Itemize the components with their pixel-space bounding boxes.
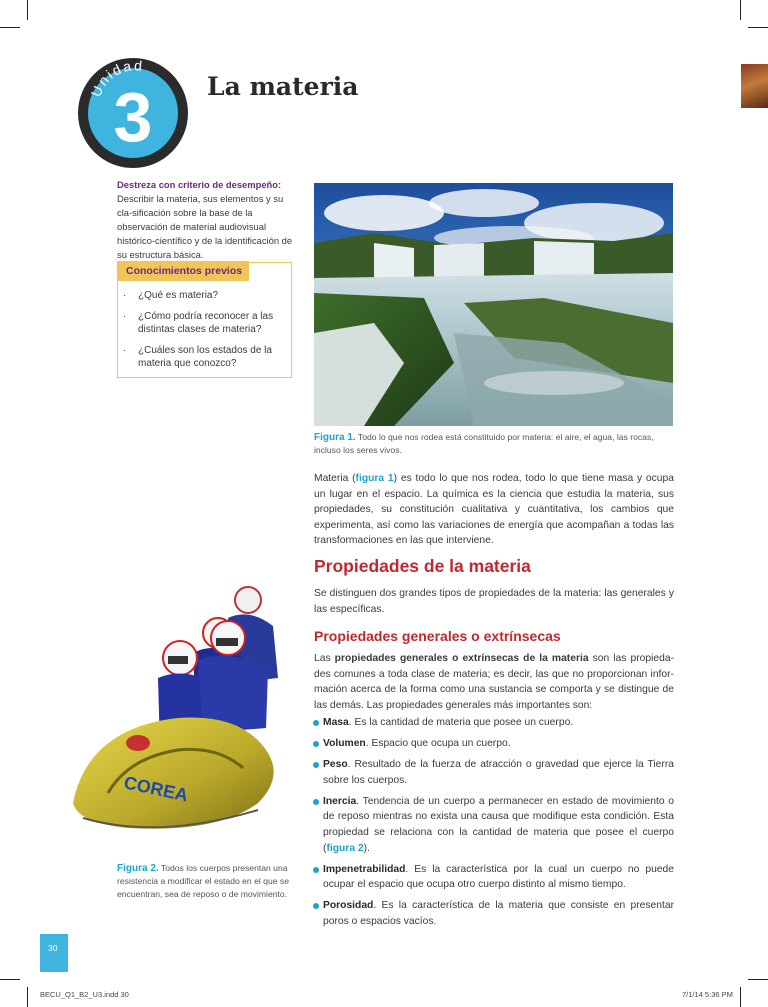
bullet-icon <box>313 741 319 747</box>
property-text: . Es la característica de la materia que consiste en presentar poros o espacios vacíos. <box>323 900 674 928</box>
subsection-text-start: Las <box>314 653 335 664</box>
crop-mark <box>748 979 768 980</box>
subsection-heading: Propiedades generales o extrínsecas <box>314 628 561 644</box>
figure2-label: Figura 2. <box>117 863 159 874</box>
list-item <box>314 736 674 752</box>
bullet-icon <box>313 762 319 768</box>
destreza-heading: Destreza con criterio de desempeño: <box>117 179 282 190</box>
figure2-caption-text: Todos los cuerpos presentan una resistencia a modificar el estado en el que se encuentran, sea de reposo o de movimiento. <box>117 863 289 899</box>
destreza-block <box>117 178 295 262</box>
intro-text-end: ) es todo lo que nos rodea, todo lo que tiene masa y ocupa un lugar en el espacio. La química es la ciencia que estudia la materia, sus propiedades, su constitución cualitativa y cuantitativa, los cambios que experimenta, así como las variaciones de energía que acompañan a todas las transformaciones en las que interviene. <box>314 473 674 547</box>
property-text: . Tendencia de un cuerpo a permanecer en estado de movimiento o de reposo mientras no exista una causa que modifique esta condición. Esta propiedad se relaciona con la cantidad de materia que posee el cuerpo ( <box>323 795 674 854</box>
waterfall-photo <box>314 183 673 426</box>
figure1-caption <box>314 431 654 457</box>
crop-mark <box>0 979 20 980</box>
bullet-icon <box>313 867 319 873</box>
property-text: . Es la característica por la cual un cuerpo no puede ocupar el espacio que ocupa otro cuerpo distinto al mismo tiempo. <box>323 863 674 891</box>
crop-mark <box>27 0 28 20</box>
figure2-caption <box>117 862 297 901</box>
crop-mark <box>740 0 741 20</box>
list-item <box>314 715 674 731</box>
sled-lettering: COREA <box>122 772 190 806</box>
corner-photo-strip <box>741 64 768 108</box>
list-item <box>314 898 674 929</box>
property-text: . Espacio que ocupa un cuerpo. <box>365 738 511 750</box>
section-paragraph: Se distinguen dos grandes tipos de propiedades de la materia: las generales y las específicas. <box>314 588 674 615</box>
bullet-icon <box>313 720 319 726</box>
figure1-label: Figura 1. <box>314 432 356 443</box>
property-term: Masa <box>323 717 349 728</box>
subsection-text-bold: propiedades generales o extrínsecas de la materia <box>334 653 589 664</box>
crop-mark <box>27 987 28 1007</box>
list-item: · ¿Cuáles son los estados de la materia que conozco? <box>120 344 290 370</box>
properties-list <box>314 715 674 935</box>
crop-mark <box>0 27 20 28</box>
intro-paragraph <box>314 471 674 549</box>
subsection-paragraph <box>314 651 674 713</box>
list-item: · ¿Cómo podría reconocer a las distintas clases de materia? <box>120 310 290 336</box>
property-term: Porosidad <box>323 900 374 912</box>
footer-file: BECU_Q1_B2_U3.indd 30 <box>40 990 129 999</box>
unit-number: 3 <box>113 78 153 156</box>
crop-mark <box>748 27 768 28</box>
property-term: Inercia <box>323 795 357 807</box>
footer-date: 7/1/14 5:36 PM <box>682 990 733 999</box>
destreza-text: Describir la materia, sus elementos y su cla-sificación sobre la base de la observación de material audiovisual histórico-científico y de la identificación de su estructura básica. <box>117 193 293 260</box>
prior-knowledge-title: Conocimientos previos <box>117 261 249 281</box>
svg-text:Unidad <box>88 58 145 99</box>
property-term: Volumen <box>323 738 366 750</box>
subsection-text-end: son las propieda-des comunes a toda clase de materia; es decir, las que no proporcionan infor-mación acerca de la forma como una sustancia se comporta y se distingue de las demás. Las propiedades generales más importantes son: <box>314 653 674 711</box>
property-term: Impenetrabilidad <box>323 863 406 875</box>
unit-word: Unidad <box>87 58 145 100</box>
property-text: . Es la cantidad de materia que posee un cuerpo. <box>348 717 574 728</box>
list-item <box>314 862 674 893</box>
list-item <box>314 757 674 788</box>
property-term: Peso <box>323 759 348 771</box>
section-heading: Propiedades de la materia <box>314 556 531 576</box>
intro-text-start: Materia ( <box>314 473 356 484</box>
list-item: · ¿Qué es materia? <box>120 289 290 302</box>
bullet-icon <box>313 903 319 909</box>
bobsled-photo <box>68 578 290 848</box>
figure2-link[interactable]: figura 2 <box>326 842 364 854</box>
page-title: La materia <box>207 72 359 101</box>
property-text-tail: ). <box>363 842 370 854</box>
unit-badge <box>78 58 188 168</box>
figure1-caption-text: Todo lo que nos rodea está constituido por materia: el aire, el agua, las rocas, incluso los seres vivos. <box>314 432 654 455</box>
bullet-icon <box>313 799 319 805</box>
figure1-link[interactable]: figura 1 <box>355 473 394 484</box>
unit-word-arc <box>78 58 188 168</box>
prior-knowledge-list <box>120 289 290 378</box>
property-text: . Resultado de la fuerza de atracción o gravedad que ejerce la Tierra sobre los cuerpos. <box>323 759 674 786</box>
page-number: 30 <box>40 934 68 972</box>
crop-mark <box>740 987 741 1007</box>
list-item <box>314 794 674 856</box>
